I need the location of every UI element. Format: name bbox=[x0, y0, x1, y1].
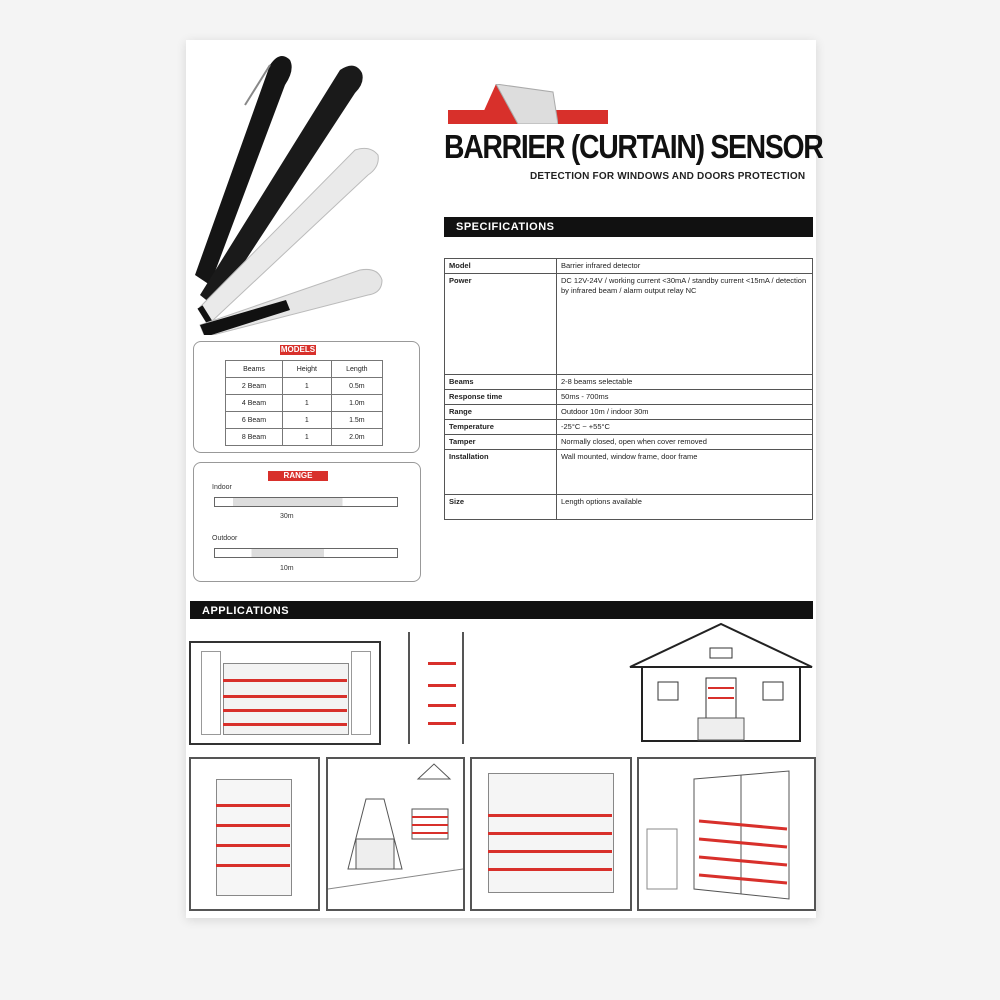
spec-key: Beams bbox=[445, 375, 557, 390]
table-row bbox=[226, 429, 383, 446]
spec-value: Length options available bbox=[557, 495, 813, 520]
spec-value: 2-8 beams selectable bbox=[557, 375, 813, 390]
range-label-indoor: Indoor bbox=[212, 484, 232, 491]
range-bar-indoor bbox=[214, 497, 398, 507]
spec-key: Model bbox=[445, 259, 557, 274]
spec-key: Response time bbox=[445, 390, 557, 405]
spec-key: Temperature bbox=[445, 420, 557, 435]
spec-value: Wall mounted, window frame, door frame bbox=[557, 450, 813, 495]
table-cell: 1 bbox=[282, 412, 331, 429]
table-cell: 1 bbox=[282, 378, 331, 395]
table-row bbox=[226, 378, 383, 395]
header-red-tab bbox=[448, 106, 608, 124]
table-row bbox=[445, 435, 813, 450]
range-caption-outdoor: 10m bbox=[280, 565, 294, 572]
sensor-bars-illustration bbox=[190, 45, 390, 335]
spec-key: Range bbox=[445, 405, 557, 420]
roof-logo-icon bbox=[478, 84, 558, 124]
application-garage-door-illustration bbox=[470, 757, 632, 911]
table-row bbox=[445, 259, 813, 274]
table-row bbox=[445, 495, 813, 520]
specifications-heading-bar bbox=[444, 217, 813, 237]
table-cell: 1.0m bbox=[331, 395, 382, 412]
application-fireplace-room-illustration bbox=[326, 757, 465, 911]
application-house-illustration bbox=[628, 622, 814, 744]
applications-heading: APPLICATIONS bbox=[202, 605, 290, 617]
spec-value: Normally closed, open when cover removed bbox=[557, 435, 813, 450]
page-title: BARRIER (CURTAIN) SENSOR bbox=[444, 128, 823, 165]
range-bar-outdoor bbox=[214, 548, 398, 558]
application-sliding-door-illustration bbox=[637, 757, 816, 911]
spec-value: -25°C ~ +55°C bbox=[557, 420, 813, 435]
table-header: Height bbox=[282, 361, 331, 378]
table-row bbox=[226, 412, 383, 429]
spec-value: 50ms - 700ms bbox=[557, 390, 813, 405]
range-caption-indoor: 30m bbox=[280, 513, 294, 520]
applications-heading-bar bbox=[190, 601, 813, 619]
table-cell: 6 Beam bbox=[226, 412, 283, 429]
table-cell: 8 Beam bbox=[226, 429, 283, 446]
table-row bbox=[445, 420, 813, 435]
table-cell: 2.0m bbox=[331, 429, 382, 446]
table-row bbox=[445, 375, 813, 390]
table-header: Beams bbox=[226, 361, 283, 378]
application-window-illustration bbox=[189, 757, 320, 911]
spec-key: Installation bbox=[445, 450, 557, 495]
table-header: Length bbox=[331, 361, 382, 378]
spec-key: Power bbox=[445, 274, 557, 375]
specifications-table bbox=[444, 258, 813, 520]
spec-value: Barrier infrared detector bbox=[557, 259, 813, 274]
range-label-outdoor: Outdoor bbox=[212, 535, 238, 542]
table-cell: 4 Beam bbox=[226, 395, 283, 412]
table-cell: 1 bbox=[282, 429, 331, 446]
page-subtitle: DETECTION FOR WINDOWS AND DOORS PROTECTION bbox=[530, 171, 806, 182]
spec-value: DC 12V-24V / working current <30mA / standby current <15mA / detection by infrared beam / alarm output relay NC bbox=[557, 274, 813, 375]
table-row bbox=[445, 405, 813, 420]
table-cell: 0.5m bbox=[331, 378, 382, 395]
table-cell: 1 bbox=[282, 395, 331, 412]
application-door-frame-illustration bbox=[408, 632, 464, 744]
models-table bbox=[225, 360, 383, 446]
table-row bbox=[445, 274, 813, 375]
specifications-heading: SPECIFICATIONS bbox=[456, 221, 555, 233]
range-tag: RANGE bbox=[268, 471, 328, 481]
table-row bbox=[226, 361, 383, 378]
table-cell: 1.5m bbox=[331, 412, 382, 429]
models-tag: MODELS bbox=[280, 345, 316, 354]
table-cell: 2 Beam bbox=[226, 378, 283, 395]
spec-key: Tamper bbox=[445, 435, 557, 450]
spec-key: Size bbox=[445, 495, 557, 520]
table-row bbox=[445, 450, 813, 495]
spec-value: Outdoor 10m / indoor 30m bbox=[557, 405, 813, 420]
application-gate-illustration bbox=[189, 641, 381, 745]
table-row bbox=[445, 390, 813, 405]
table-row bbox=[226, 395, 383, 412]
